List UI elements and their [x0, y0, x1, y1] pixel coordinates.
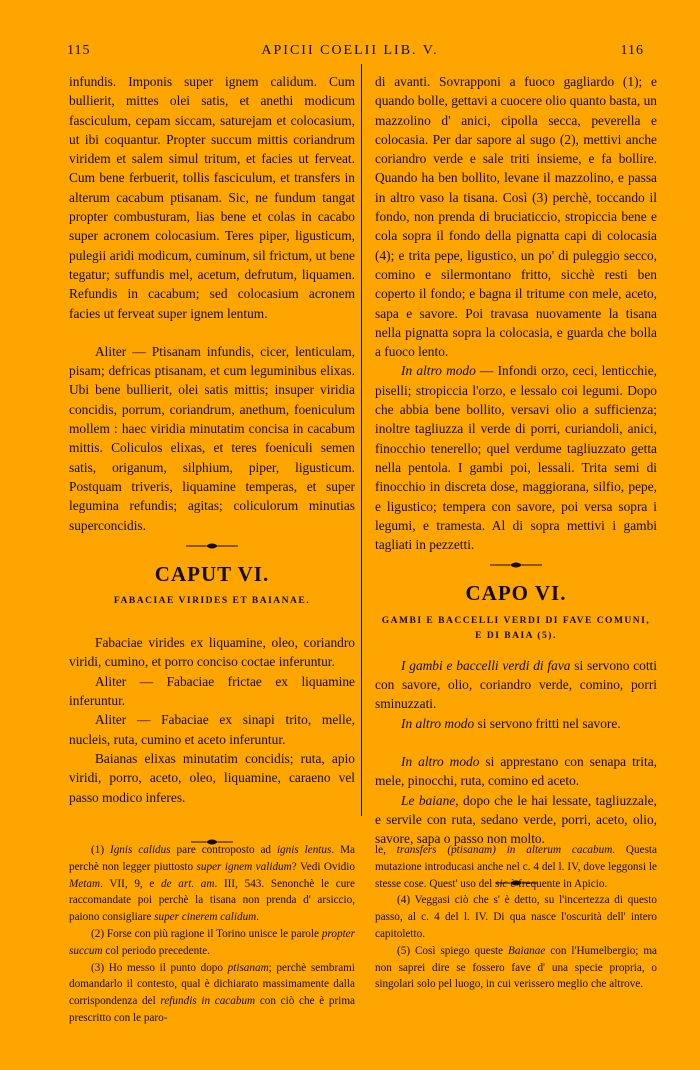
running-title: APICII COELII LIB. V.	[261, 43, 439, 58]
footnote-4: (4) Veggasi ciò che s' è detto, su l'incertezza di questo passo, al c. 4 del l. IV. Di qua nasce l'oscurità dell' intero capitoletto.	[375, 894, 657, 940]
footnote-5: (5) Così spiego queste Baianae con l'Humelbergio; ma non saprei dire se fossero fave d' una specie propria, o singolari solo pel luogo, in cui verissero meglio che altrove.	[375, 944, 657, 991]
italian-fave-3: In altro modo si apprestano con senapa trita, mele, pinocchi, ruta, comino ed aceto.	[375, 753, 657, 789]
latin-column	[69, 72, 355, 855]
footnotes-left	[69, 842, 355, 1027]
latin-fabaciae-3: Aliter — Fabaciae ex sinapi trito, melle, nucleis, ruta, cumino et aceto inferuntur.	[69, 712, 355, 747]
left-page-number: 115	[67, 43, 91, 58]
right-page-number: 116	[620, 43, 644, 58]
capo-subheading: GAMBI E BACCELLI VERDI DI FAVE COMUNI, E DI BAIA (5).	[381, 615, 651, 641]
footnotes-right	[375, 842, 657, 993]
latin-fabaciae-1: Fabaciae virides ex liquamine, oleo, coriandro viridi, cumino, et porro conciso coctae inferuntur.	[69, 635, 355, 670]
footnote-3-continued: le, transfers (ptisanam) in alterum cacabum. Questa mutazione introducasi anche nel c. 4 del l. IV, dove leggonsi le stesse cose. Quest' uso del sic è frequente in Apicio.	[375, 844, 657, 890]
footnote-1: (1) Ignis calidus pare controposto ad ignis lentus. Ma perchè non legger piuttosto super ignem validum? Vedi Ovidio Metam. VII, 9, e de art. am. III, 543. Senonchè le cure raccomandate poi perchè la tisana non prenda d' arsiccio, paiono consigliare super cinerem calidum.	[69, 844, 356, 924]
column-divider	[361, 64, 362, 816]
italian-fave-2: In altro modo si servono fritti nel savore.	[401, 715, 621, 731]
latin-baianae: Baianas elixas minutatim concidis; ruta, apio viridi, porro, aceto, oleo, liquamine, caraeno vel passo modico inferes.	[69, 750, 355, 805]
latin-paragraph-1: infundis. Imponis super ignem calidum. Cum bullierit, mittes olei satis, et anethi modicum fasciculum, cepam siccam, saturejam et colocasium, ut ibi coquantur. Propter succum mittis coriandrum viridem et salem simul tritum, et facies ut ferveat. Cum bene ferbuerit, tollis fasciculum, et transfers in alterum cacabum ptisanam. Sic, ne fundum tangat propter combusturam, lias bene et colas in cacabo super acronem colocasium. Teres piper, ligusticum, pulegii aridi modicum, cuminum, sil frictum, ut bene tegatur; suffundis mel, acetum, defrutum, liquamen. Refundis in cacabum; sed colocasium acronem facies ut ferveat super ignem lentum.	[69, 74, 355, 321]
caput-subheading: FABACIAE VIRIDES ET BAIANAE.	[113, 596, 311, 607]
italian-baiane: Le baiane, dopo che le hai lessate, tagliuzzale, e servile con ruta, sedano verde, porri, aceto, olio, savore, sapa o passo non molto.	[375, 792, 657, 847]
ornament-divider	[375, 558, 657, 578]
latin-fabaciae-2: Aliter — Fabaciae frictae ex liquamine inferuntur.	[69, 673, 355, 709]
italian-fave-1: I gambi e baccelli verdi di fava si servono cotti con savore, olio, coriandro verde, comino, porri sminuzzati.	[375, 657, 657, 712]
italian-paragraph-1: di avanti. Sovrapponi a fuoco gagliardo (1); e quando bolle, gettavi a cuocere olio quanto basta, un mazzolino d' anici, cipolla secca, peverella e colocasia. Per dar sapore al sugo (2), mettivi anche coriandro verde e sale triti insieme, e fa bollire. Quando ha ben bollito, levane il mazzolino, e passa in altro vaso la tisana. Così (3) perchè, toccando il fondo, non prenda di bruciaticcio, stropiccia bene e cola sopra il fondo della pignatta capi di colocasia (4); e trita pepe, ligustico, un po' di puleggio secco, comino e silermontano fritto, sicchè resti ben coperto il fondo; e bagna il tritume con mele, aceto, sapa e savore. Poi travasa nuovamente la tisana nella pignatta sopra la colocasia, e guarda che bolla a fuoco lento.	[375, 74, 657, 360]
italian-lead: In altro modo	[401, 363, 476, 379]
ornament-divider	[69, 539, 355, 559]
footnote-2: (2) Forse con più ragione il Torino unisce le parole propter succum col periodo precedente.	[69, 927, 355, 957]
latin-paragraph-2: Aliter — Ptisanam infundis, cicer, lenticulam, pisam; defricas ptisanam, et cum leguminibus elixas. Ubi bene bullierit, olei satis mittis; insuper viridia concidis, porrum, coriandrum, anethum, foeniculum mollem : haec viridia minutatim concisa in cacabum mittis. Coliculos elixas, et teres foeniculi semen satis, origanum, silphium, piper, ligusticum. Postquam triveris, liquamine temperas, et super legumina refundis; agitas; coliculorum minutias superconcidis.	[69, 343, 355, 533]
caput-heading: CAPUT VI.	[154, 561, 270, 586]
capo-heading: CAPO VI.	[465, 581, 567, 606]
italian-paragraph-2: In altro modo — Infondi orzo, ceci, lenticchie, piselli; stropiccia l'orzo, e lessalo coi legumi. Dopo che abbia bene bollito, versavi olio a sufficienza; inoltre tagliuzza il verde di porri, curiandoli, anici, finocchio tenerello; quel verdume tagliuzzato getta nella pentola. I gambi poi, lessali. Trita semi di finocchio in discreta dose, maggiorana, silfio, pepe, e ligustico; tempera con savore, poi versa sopra i legumi, e tramesta. Al di sopra mettivi i gambi tagliati in pezzetti.	[375, 363, 657, 553]
footnote-3: (3) Ho messo il punto dopo ptisanam; perchè sembrami domandarlo il contesto, qual è dichiarato massimamente dalla corrispondenza del refundis in cacabum con ciò che è prima prescritto con le paro-	[69, 961, 356, 1024]
italian-column	[375, 72, 657, 896]
